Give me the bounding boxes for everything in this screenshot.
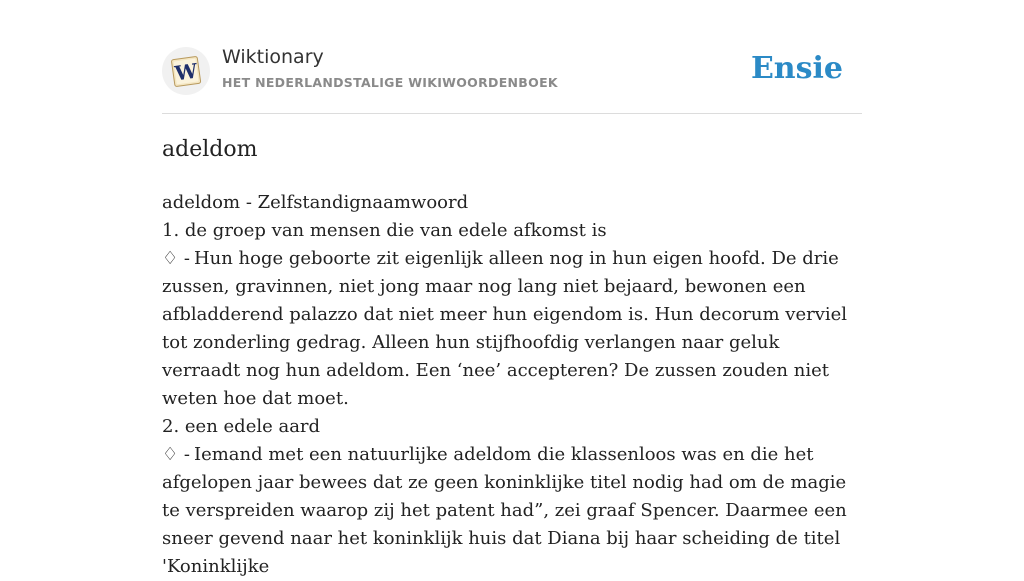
sense-example [162, 245, 862, 413]
wiktionary-logo[interactable] [162, 47, 210, 95]
example-marker: ♢ - [162, 248, 190, 269]
sense-example [162, 441, 862, 581]
entry-heading: adeldom - Zelfstandignaamwoord [162, 192, 469, 213]
example-marker: ♢ - [162, 444, 190, 465]
logo-letter: W [173, 58, 199, 86]
site-name[interactable]: Wiktionary [222, 46, 324, 68]
wiktionary-logo-icon [162, 47, 210, 95]
site-subtitle: HET NEDERLANDSTALIGE WIKIWOORDENBOEK [222, 75, 558, 90]
site-header [162, 0, 862, 114]
example-text: Hun hoge geboorte zit eigenlijk alleen nog in hun eigen hoofd. De drie zussen, gravinnen, niet jong maar nog lang niet bejaard, bewonen een afbladderend palazzo dat niet meer hun eigendom is. Hun decorum verviel tot zonderling gedrag. Alleen hun stijfhoofdig verlangen naar geluk verraadt nog hun adeldom. Een ‘nee’ accepteren? De zussen zouden niet weten hoe dat moet. [162, 248, 848, 409]
ensie-brand-logo[interactable]: Ensie [750, 51, 843, 86]
sense-definition: 1. de groep van mensen die van edele afkomst is [162, 220, 607, 241]
page-title: adeldom [162, 137, 258, 162]
sense-definition: 2. een edele aard [162, 416, 321, 437]
example-text: Iemand met een natuurlijke adeldom die klassenloos was en die het afgelopen jaar bewees dat ze geen koninklijke titel nodig had om de magie te verspreiden waarop zij het patent had”, zei graaf Spencer. Daarmee een sneer gevend naar het koninklijk huis dat Diana bij haar scheiding de titel 'Koninklijke [162, 444, 847, 577]
entry-content [162, 189, 862, 581]
page-container [162, 0, 862, 577]
